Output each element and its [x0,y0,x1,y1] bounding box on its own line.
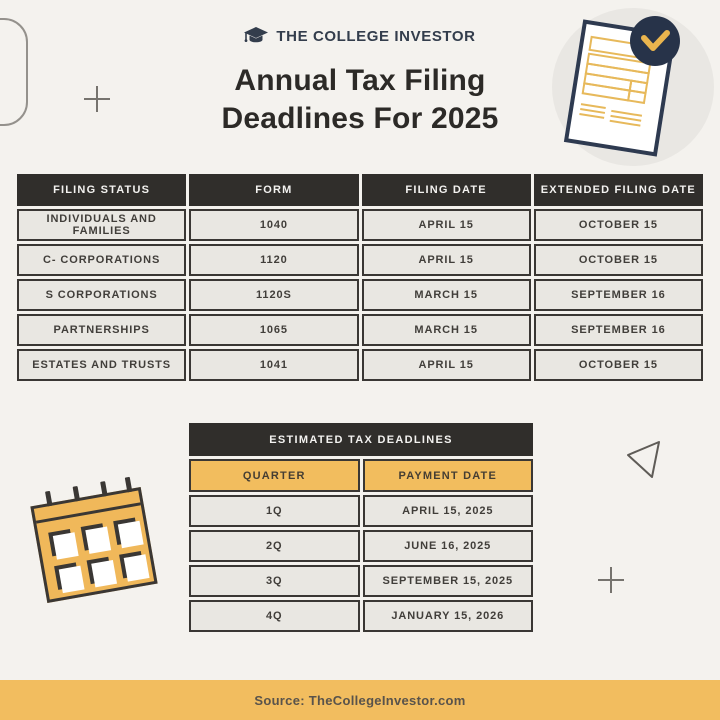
footer-source-bar [0,680,720,720]
table-cell: MARCH 15 [362,279,531,311]
table-row [17,209,703,241]
table-cell: 1120 [189,244,358,276]
table-cell: 4Q [189,600,360,632]
table-cell: 1040 [189,209,358,241]
calendar-pin [125,477,133,493]
table-cell: S CORPORATIONS [17,279,186,311]
table-cell: SEPTEMBER 15, 2025 [363,565,534,597]
table-row [17,349,703,381]
table-cell: SEPTEMBER 16 [534,314,703,346]
table-cell: PARTNERSHIPS [17,314,186,346]
table-cell: 1Q [189,495,360,527]
calendar-date-cell [53,532,79,559]
table-row [189,495,533,527]
column-header-filing-date: FILING DATE [362,174,531,206]
calendar-date-cell [59,566,85,593]
table-cell: APRIL 15, 2025 [363,495,534,527]
table-cell: SEPTEMBER 16 [534,279,703,311]
table-cell: APRIL 15 [362,349,531,381]
brand-name: THE COLLEGE INVESTOR [276,28,476,45]
checkmark-icon [630,16,680,66]
calendar-date-cell [85,526,111,553]
calendar-date-grid [48,517,149,594]
table-title: ESTIMATED TAX DEADLINES [189,423,533,456]
calendar-pin [100,481,108,497]
page-title-line2: Deadlines For 2025 [221,102,499,135]
table-cell: OCTOBER 15 [534,209,703,241]
source-text: Source: TheCollegeInvestor.com [254,692,466,708]
column-header-quarter: QUARTER [189,459,360,492]
filing-deadlines-table [14,171,706,384]
table-cell: 1120S [189,279,358,311]
calendar-date-cell [124,554,150,581]
table-row [17,314,703,346]
table-cell: 2Q [189,530,360,562]
table-row [189,565,533,597]
table-cell: 3Q [189,565,360,597]
calendar-date-cell [91,560,117,587]
page-title-line1: Annual Tax Filing [234,64,486,97]
table-cell: APRIL 15 [362,209,531,241]
table-cell: 1041 [189,349,358,381]
calendar-pin [45,491,53,507]
table-cell: C- CORPORATIONS [17,244,186,276]
calendar-date-cell [118,521,144,548]
column-header-form: FORM [189,174,358,206]
table-row [17,279,703,311]
table-title-row [189,423,533,456]
table-cell: OCTOBER 15 [534,349,703,381]
calendar-pin [73,486,81,502]
table-row [189,600,533,632]
calendar-icon [30,487,157,603]
triangle-decoration [620,434,666,484]
column-header-filing-status: FILING STATUS [17,174,186,206]
table-header-row [189,459,533,492]
table-cell: APRIL 15 [362,244,531,276]
table-cell: ESTATES AND TRUSTS [17,349,186,381]
column-header-extended-filing-date: EXTENDED FILING DATE [534,174,703,206]
table-cell: JANUARY 15, 2026 [363,600,534,632]
table-cell: MARCH 15 [362,314,531,346]
table-cell: OCTOBER 15 [534,244,703,276]
table-row [17,244,703,276]
table-cell: INDIVIDUALS AND FAMILIES [17,209,186,241]
table-cell: 1065 [189,314,358,346]
table-row [189,530,533,562]
graduation-cap-icon [244,27,268,46]
column-header-payment-date: PAYMENT DATE [363,459,534,492]
plus-decoration-right [598,567,624,593]
estimated-tax-deadlines-table [186,420,536,635]
table-header-row [17,174,703,206]
table-cell: JUNE 16, 2025 [363,530,534,562]
